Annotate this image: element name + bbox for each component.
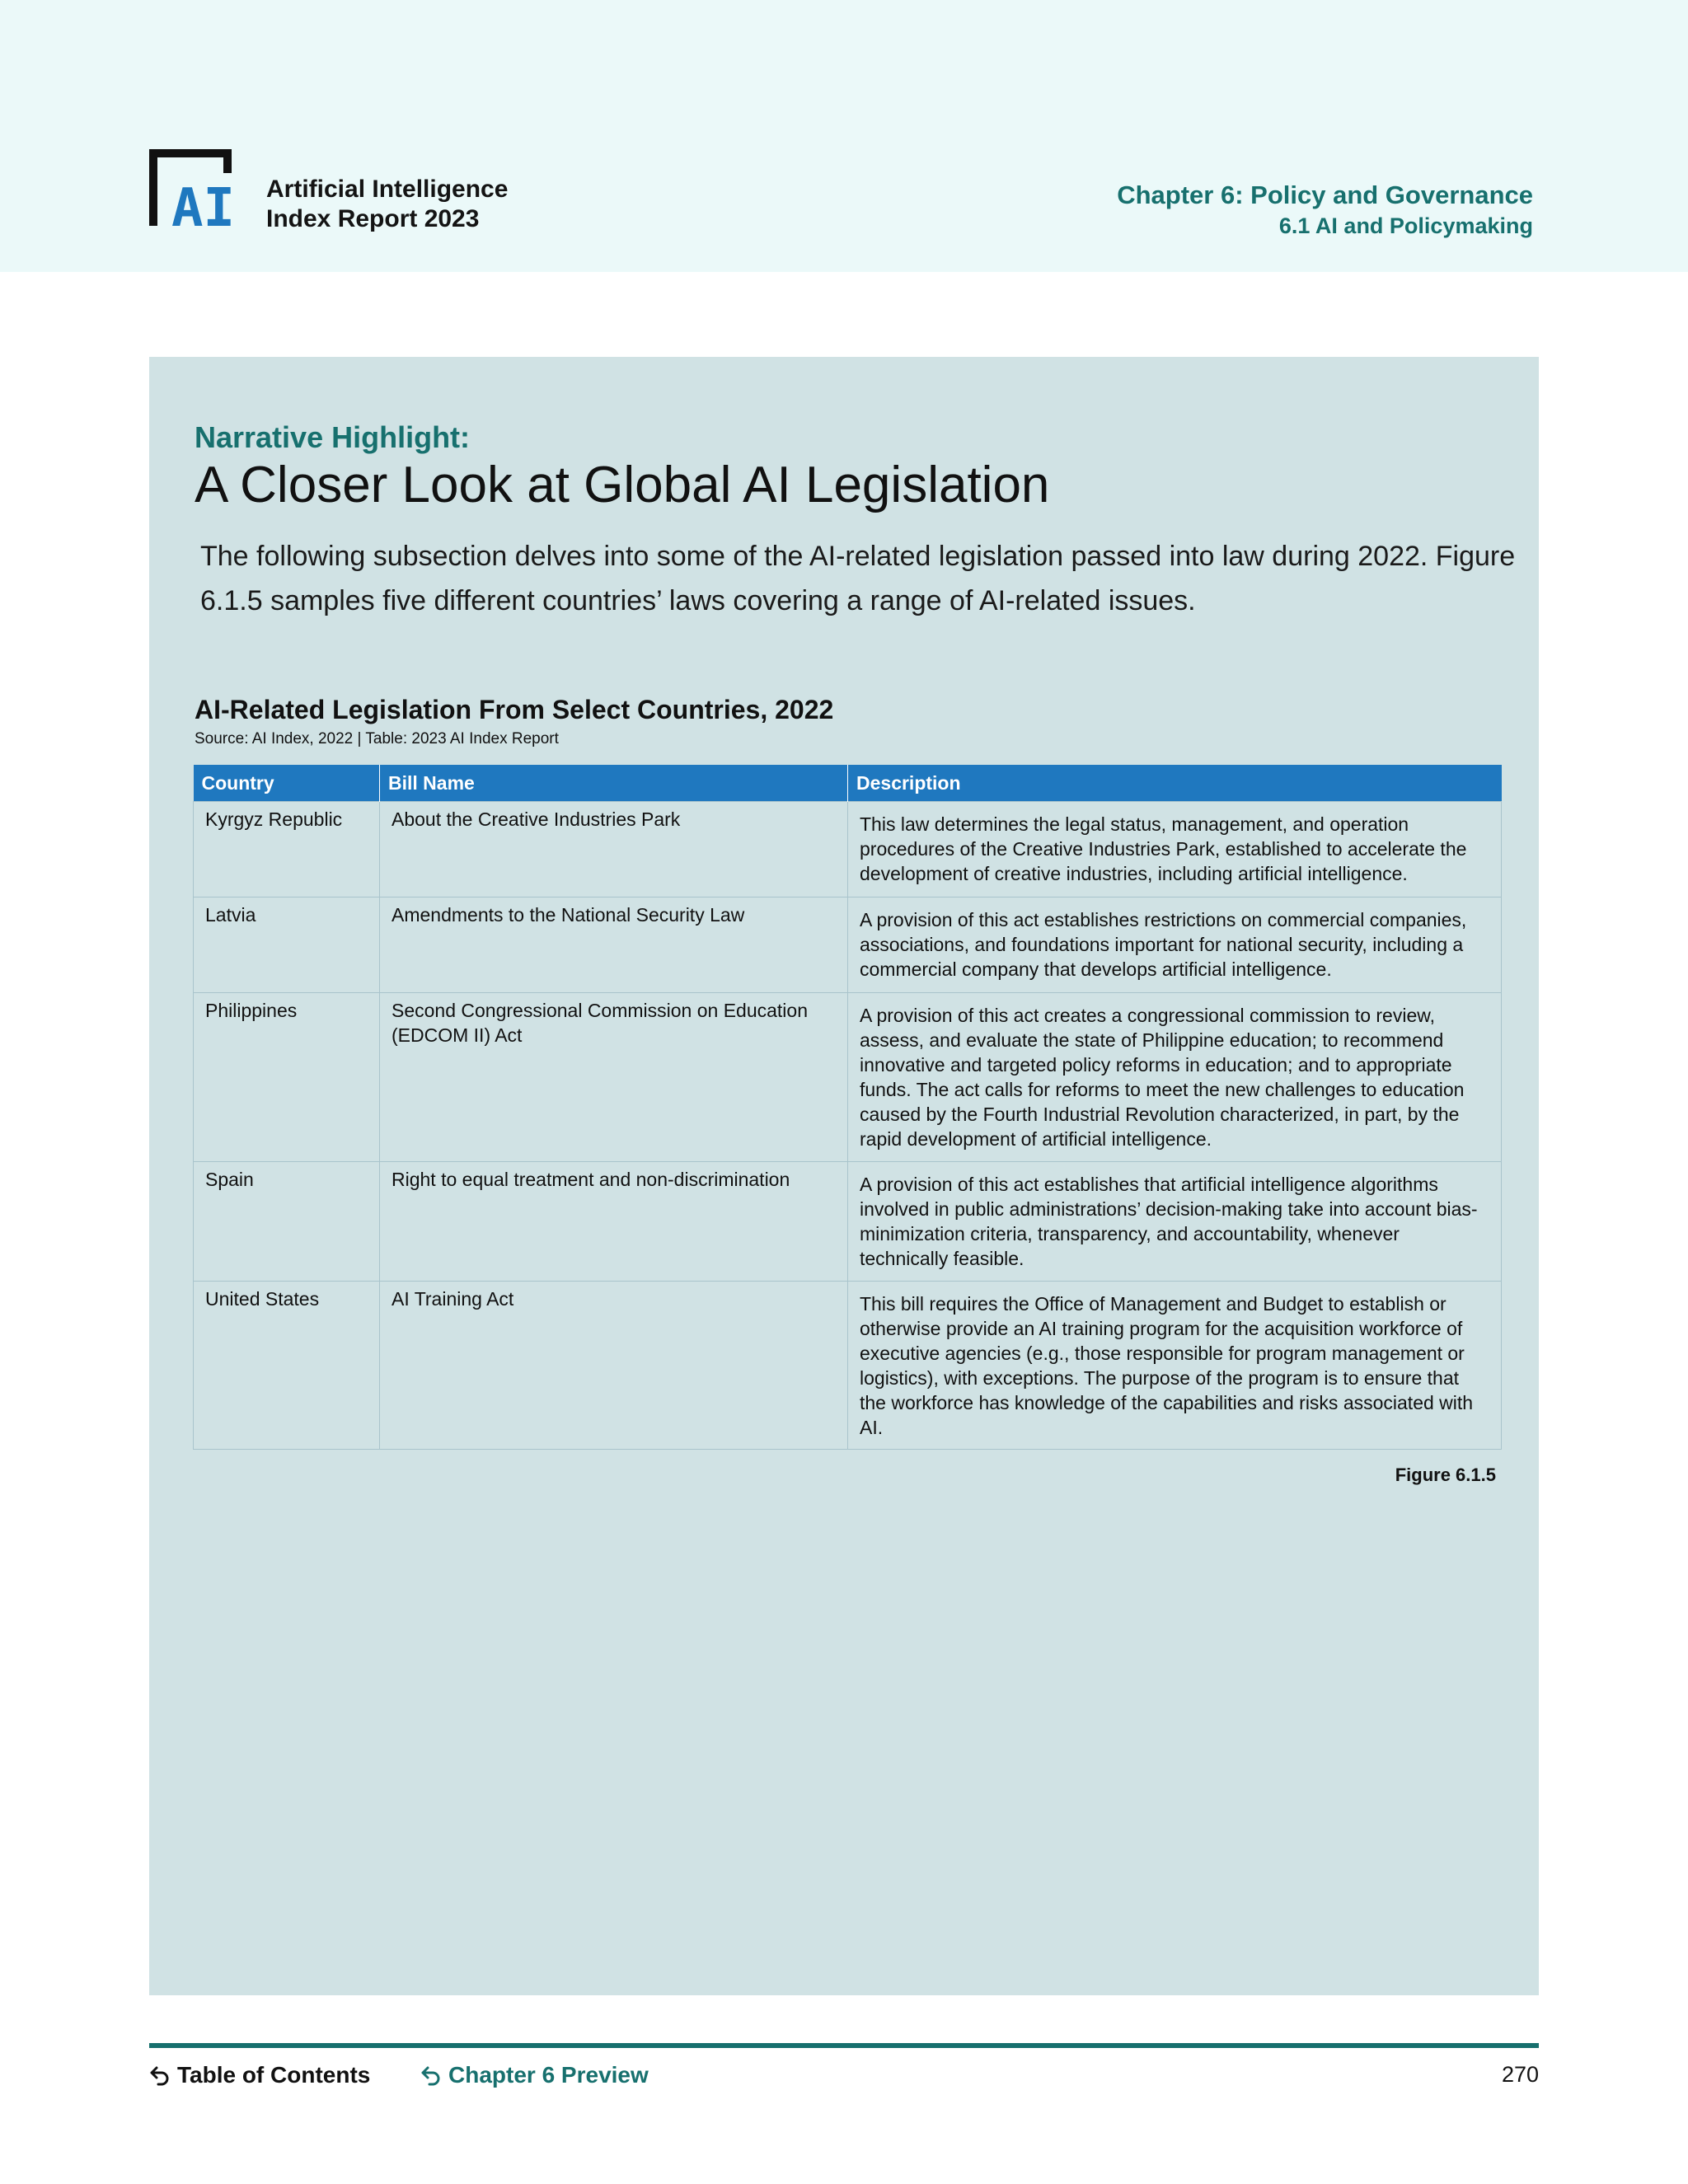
table-source: Source: AI Index, 2022 | Table: 2023 AI Index Report [195, 730, 559, 748]
description-cell: A provision of this act creates a congressional commission to review, assess, and evaluate the state of Philippine education; to recommend innovative and targeted policy reforms in education; and to appropriate funds. The act calls for reforms to meet the new challenges to education caused by the Fourth Industrial Revolution characterized, in part, by the rapid development of artificial intelligence. [848, 993, 1502, 1162]
description-cell: This bill requires the Office of Management and Budget to establish or otherwise provide an AI training program for the acquisition workforce of executive agencies (e.g., those responsible for program management or logistics), with exceptions. The purpose of the program is to ensure that the workforce has knowledge of the capabilities and risks associated with AI. [848, 1282, 1502, 1450]
country-cell: Philippines [194, 993, 380, 1162]
country-cell: Spain [194, 1162, 380, 1282]
report-title-line1: Artificial Intelligence [266, 176, 509, 203]
return-arrow-icon [149, 2064, 171, 2086]
country-cell: Kyrgyz Republic [194, 802, 380, 898]
narrative-title: A Closer Look at Global AI Legislation [195, 457, 1050, 513]
ai-index-logo[interactable] [148, 148, 239, 229]
table-row [194, 802, 1502, 898]
table-row [194, 898, 1502, 993]
country-cell: Latvia [194, 898, 380, 993]
bill-name-cell: Amendments to the National Security Law [380, 898, 848, 993]
bill-name-cell: Right to equal treatment and non-discrimination [380, 1162, 848, 1282]
footer-divider [149, 2043, 1539, 2048]
narrative-highlight-label: Narrative Highlight: [195, 420, 471, 454]
ai-logo-icon [148, 148, 239, 229]
table-of-contents-link[interactable] [149, 2062, 370, 2088]
legislation-table [193, 765, 1502, 1450]
description-cell: This law determines the legal status, management, and operation procedures of the Creative Industries Park, established to accelerate the development of creative industries, including artificial intelligence. [848, 802, 1502, 898]
description-cell: A provision of this act establishes that artificial intelligence algorithms involved in public administrations’ decision-making take into account bias-minimization criteria, transparency, and accountability, whenever technically feasible. [848, 1162, 1502, 1282]
country-cell: United States [194, 1282, 380, 1450]
column-header-description: Description [848, 765, 1502, 802]
bill-name-cell: About the Creative Industries Park [380, 802, 848, 898]
chapter-preview-label: Chapter 6 Preview [448, 2062, 649, 2088]
report-title-line2: Index Report 2023 [266, 205, 480, 232]
report-title [266, 175, 508, 234]
toc-label: Table of Contents [177, 2062, 371, 2088]
table-row [194, 993, 1502, 1162]
figure-label: Figure 6.1.5 [1395, 1465, 1496, 1485]
column-header-bill-name: Bill Name [380, 765, 848, 802]
table-title: AI-Related Legislation From Select Countries, 2022 [195, 695, 834, 724]
svg-text:AI: AI [171, 178, 236, 229]
section-title[interactable]: 6.1 AI and Policymaking [1278, 213, 1533, 238]
chapter-title[interactable]: Chapter 6: Policy and Governance [1117, 180, 1533, 209]
table-header-row [194, 765, 1502, 802]
description-cell: A provision of this act establishes restrictions on commercial companies, associations, and foundations important for national security, including a commercial company that develops artificial intelligence. [848, 898, 1502, 993]
table-row [194, 1162, 1502, 1282]
intro-paragraph: The following subsection delves into some of the AI-related legislation passed into law during 2022. Figure 6.1.5 samples five different countries’ laws covering a range of AI-related issues. [200, 541, 1516, 616]
column-header-country: Country [194, 765, 380, 802]
return-arrow-icon [420, 2064, 442, 2086]
chapter-preview-link[interactable] [420, 2062, 649, 2088]
bill-name-cell: Second Congressional Commission on Education (EDCOM II) Act [380, 993, 848, 1162]
table-row [194, 1282, 1502, 1450]
bill-name-cell: AI Training Act [380, 1282, 848, 1450]
page-number: 270 [1501, 2062, 1539, 2087]
